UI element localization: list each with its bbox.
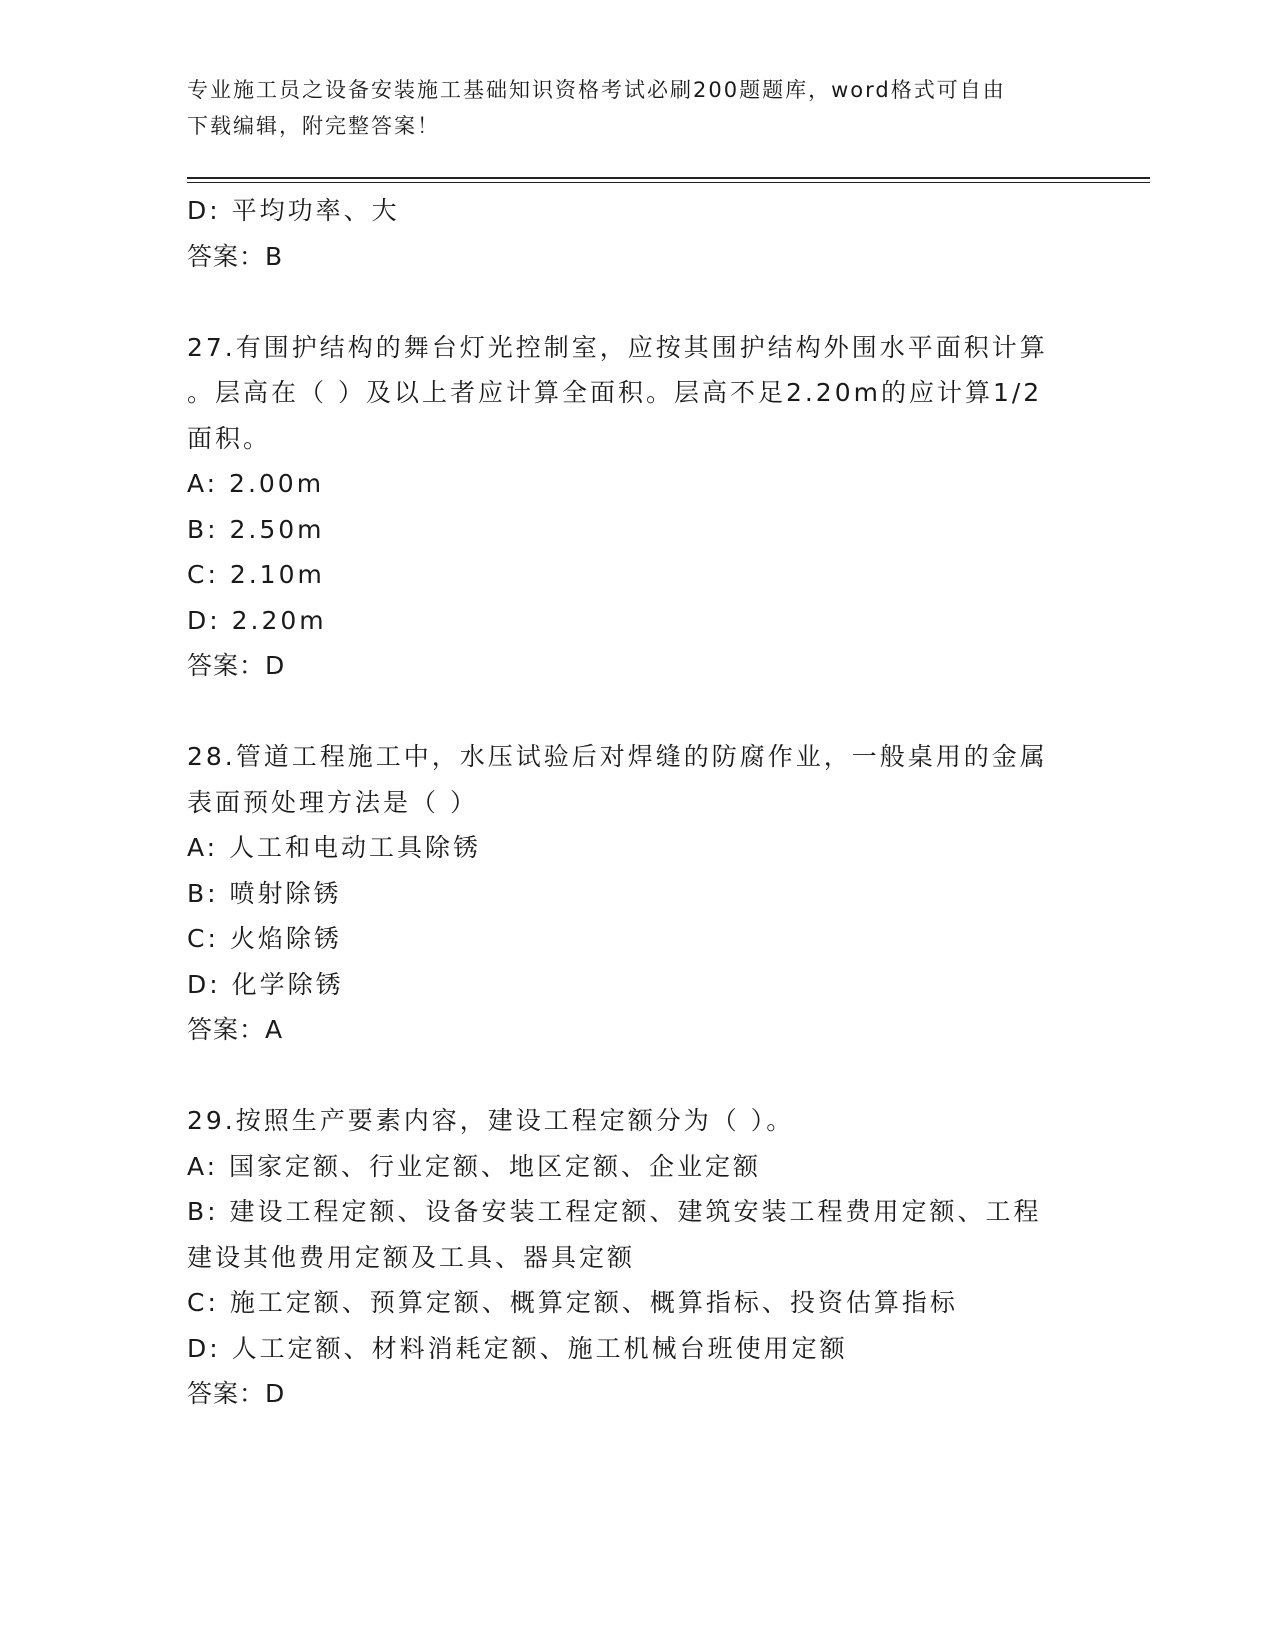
question-stem: 。层高在（ ）及以上者应计算全面积。层高不足2.20m的应计算1/2 (187, 378, 1043, 407)
question-stem: 面积。 (187, 423, 272, 453)
spacer (187, 689, 1087, 735)
question-stem: 29.按照生产要素内容，建设工程定额分为（ ）。 (187, 1106, 795, 1135)
question-29 (187, 1098, 1087, 1417)
answer-line: 答案：A (187, 1015, 284, 1044)
option-b: B: 建设工程定额、设备安装工程定额、建筑安装工程费用定额、工程 (187, 1197, 1042, 1226)
answer-line: 答案：D (187, 651, 286, 680)
header-divider-thin (187, 182, 1150, 183)
question-stem: 27.有围护结构的舞台灯光控制室，应按其围护结构外围水平面积计算 (187, 332, 1048, 362)
option-d: D: 化学除锈 (187, 969, 344, 999)
question-27 (187, 325, 1087, 689)
option-a: A: 人工和电动工具除锈 (187, 833, 482, 862)
header-line-2: 下载编辑，附完整答案！ (187, 114, 440, 138)
header-divider-thick (187, 177, 1150, 179)
question-28 (187, 734, 1087, 1053)
option-c: C: 火焰除锈 (187, 924, 342, 953)
option-c: C: 2.10m (187, 560, 325, 589)
spacer (187, 1053, 1087, 1099)
option-b: B: 喷射除锈 (187, 878, 342, 908)
question-content (187, 188, 1087, 1417)
document-header (187, 72, 1077, 144)
option-b: B: 2.50m (187, 514, 325, 544)
option-d: D: 平均功率、大 (187, 196, 400, 225)
answer-line: 答案：B (187, 241, 284, 271)
option-b-continued: 建设其他费用定额及工具、器具定额 (187, 1242, 636, 1272)
option-d: D: 2.20m (187, 605, 327, 635)
question-stem: 表面预处理方法是（ ） (187, 787, 478, 817)
question-stem: 28.管道工程施工中，水压试验后对焊缝的防腐作业，一般桌用的金属 (187, 742, 1048, 771)
previous-question-tail (187, 188, 1087, 279)
option-a: A: 国家定额、行业定额、地区定额、企业定额 (187, 1151, 762, 1181)
spacer (187, 279, 1087, 325)
option-d: D: 人工定额、材料消耗定额、施工机械台班使用定额 (187, 1333, 848, 1363)
option-a: A: 2.00m (187, 469, 325, 498)
option-c: C: 施工定额、预算定额、概算定额、概算指标、投资估算指标 (187, 1288, 958, 1317)
answer-line: 答案：D (187, 1379, 286, 1408)
header-line-1: 专业施工员之设备安装施工基础知识资格考试必刷200题题库，word格式可自由 (187, 78, 1006, 102)
